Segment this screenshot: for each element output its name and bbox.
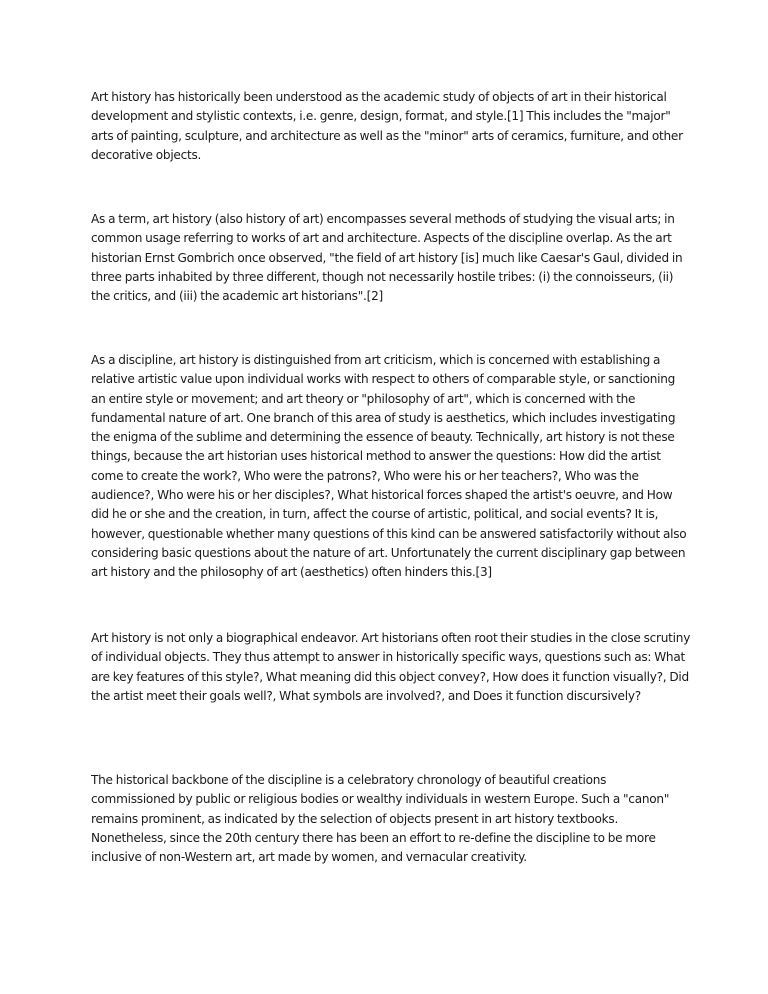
- paragraph-biographical: Art history is not only a biographical endeavor. Art historians often root their studies in the close scrutiny of individual objects. They thus attempt to answer in historically specific ways, questions such as: What are key features of this style?, What meaning did this object convey?, How does it function visually?, Did the artist meet their goals well?, What symbols are involved?, and Does it function discursively?: [91, 631, 691, 703]
- paragraph-discipline: As a discipline, art history is distinguished from art criticism, which is concerned with establishing a relative artistic value upon individual works with respect to others of comparable style, or sanctioning an entire style or movement; and art theory or "philosophy of art", which is concerned with the fundamental nature of art. One branch of this area of study is aesthetics, which includes investigating the enigma of the sublime and determining the essence of beauty. Technically, art history is not these things, because the art historian uses historical method to answer the questions: How did the artist come to create the work?, Who were the patrons?, Who were his or her teachers?, Who was the audience?, Who were his or her disciples?, What historical forces shaped the artist's oeuvre, and How did he or she and the creation, in turn, affect the course of artistic, political, and social events? It is, however, questionable whether many questions of this kind can be answered satisfactorily without also considering basic questions about the nature of art. Unfortunately the current disciplinary gap between art history and the philosophy of art (aesthetics) often hinders this.[3]: [91, 353, 687, 580]
- paragraph-definition: Art history has historically been understood as the academic study of objects of art in their historical development and stylistic contexts, i.e. genre, design, format, and style.[1] This includes the "major" arts of painting, sculpture, and architecture as well as the "minor" arts of ceramics, furniture, and other decorative objects.: [91, 90, 683, 162]
- paragraph-term: As a term, art history (also history of art) encompasses several methods of studying the visual arts; in common usage referring to works of art and architecture. Aspects of the discipline overlap. As the art historian Ernst Gombrich once observed, "the field of art history [is] much like Caesar's Gaul, divided in three parts inhabited by three different, though not necessarily hostile tribes: (i) the connoisseurs, (ii) the critics, and (iii) the academic art historians".[2]: [91, 212, 683, 304]
- paragraph-canon: The historical backbone of the discipline is a celebratory chronology of beautiful creations commissioned by public or religious bodies or wealthy individuals in western Europe. Such a "canon" remains prominent, as indicated by the selection of objects present in art history textbooks. Nonetheless, since the 20th century there has been an effort to re-define the discipline to be more inclusive of non-Western art, art made by women, and vernacular creativity.: [91, 773, 670, 865]
